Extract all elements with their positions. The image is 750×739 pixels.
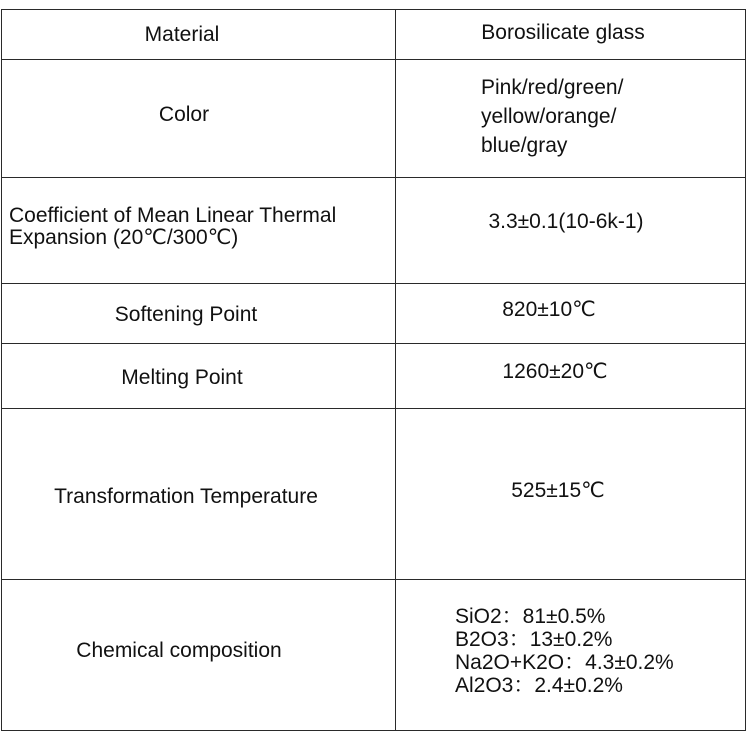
row-thermal-expansion-label: Coefficient of Mean Linear Thermal Expansion (20℃/300℃) [9,204,337,249]
row-divider [1,59,746,60]
row-softening-point-label: Softening Point [114,303,258,326]
table-border-bottom [1,730,746,731]
row-divider [1,579,746,580]
row-divider [1,177,746,178]
row-melting-point-label: Melting Point [121,366,243,389]
column-divider [395,9,396,731]
table-border-top [1,9,746,10]
header-material-value: Borosilicate glass [481,21,645,44]
table-border-right [745,9,746,731]
row-chemical-composition-value: SiO2：81±0.5% B2O3：13±0.2% Na2O+K2O：4.3±0.2% Al2O3：2.4±0.2% [455,605,674,697]
row-divider [1,343,746,344]
row-color-value: Pink/red/green/ yellow/orange/ blue/gray [481,76,624,157]
row-thermal-expansion-value: 3.3±0.1(10-6k-1) [488,210,644,233]
row-melting-point-value: 1260±20℃ [502,360,608,383]
table-border-left [1,9,2,731]
row-color-label: Color [158,103,210,126]
row-transformation-temperature-label: Transformation Temperature [54,485,318,508]
header-material-label: Material [144,23,220,46]
row-softening-point-value: 820±10℃ [502,298,596,321]
row-divider [1,283,746,284]
row-chemical-composition-label: Chemical composition [76,639,282,662]
row-transformation-temperature-value: 525±15℃ [511,479,605,502]
row-divider [1,408,746,409]
